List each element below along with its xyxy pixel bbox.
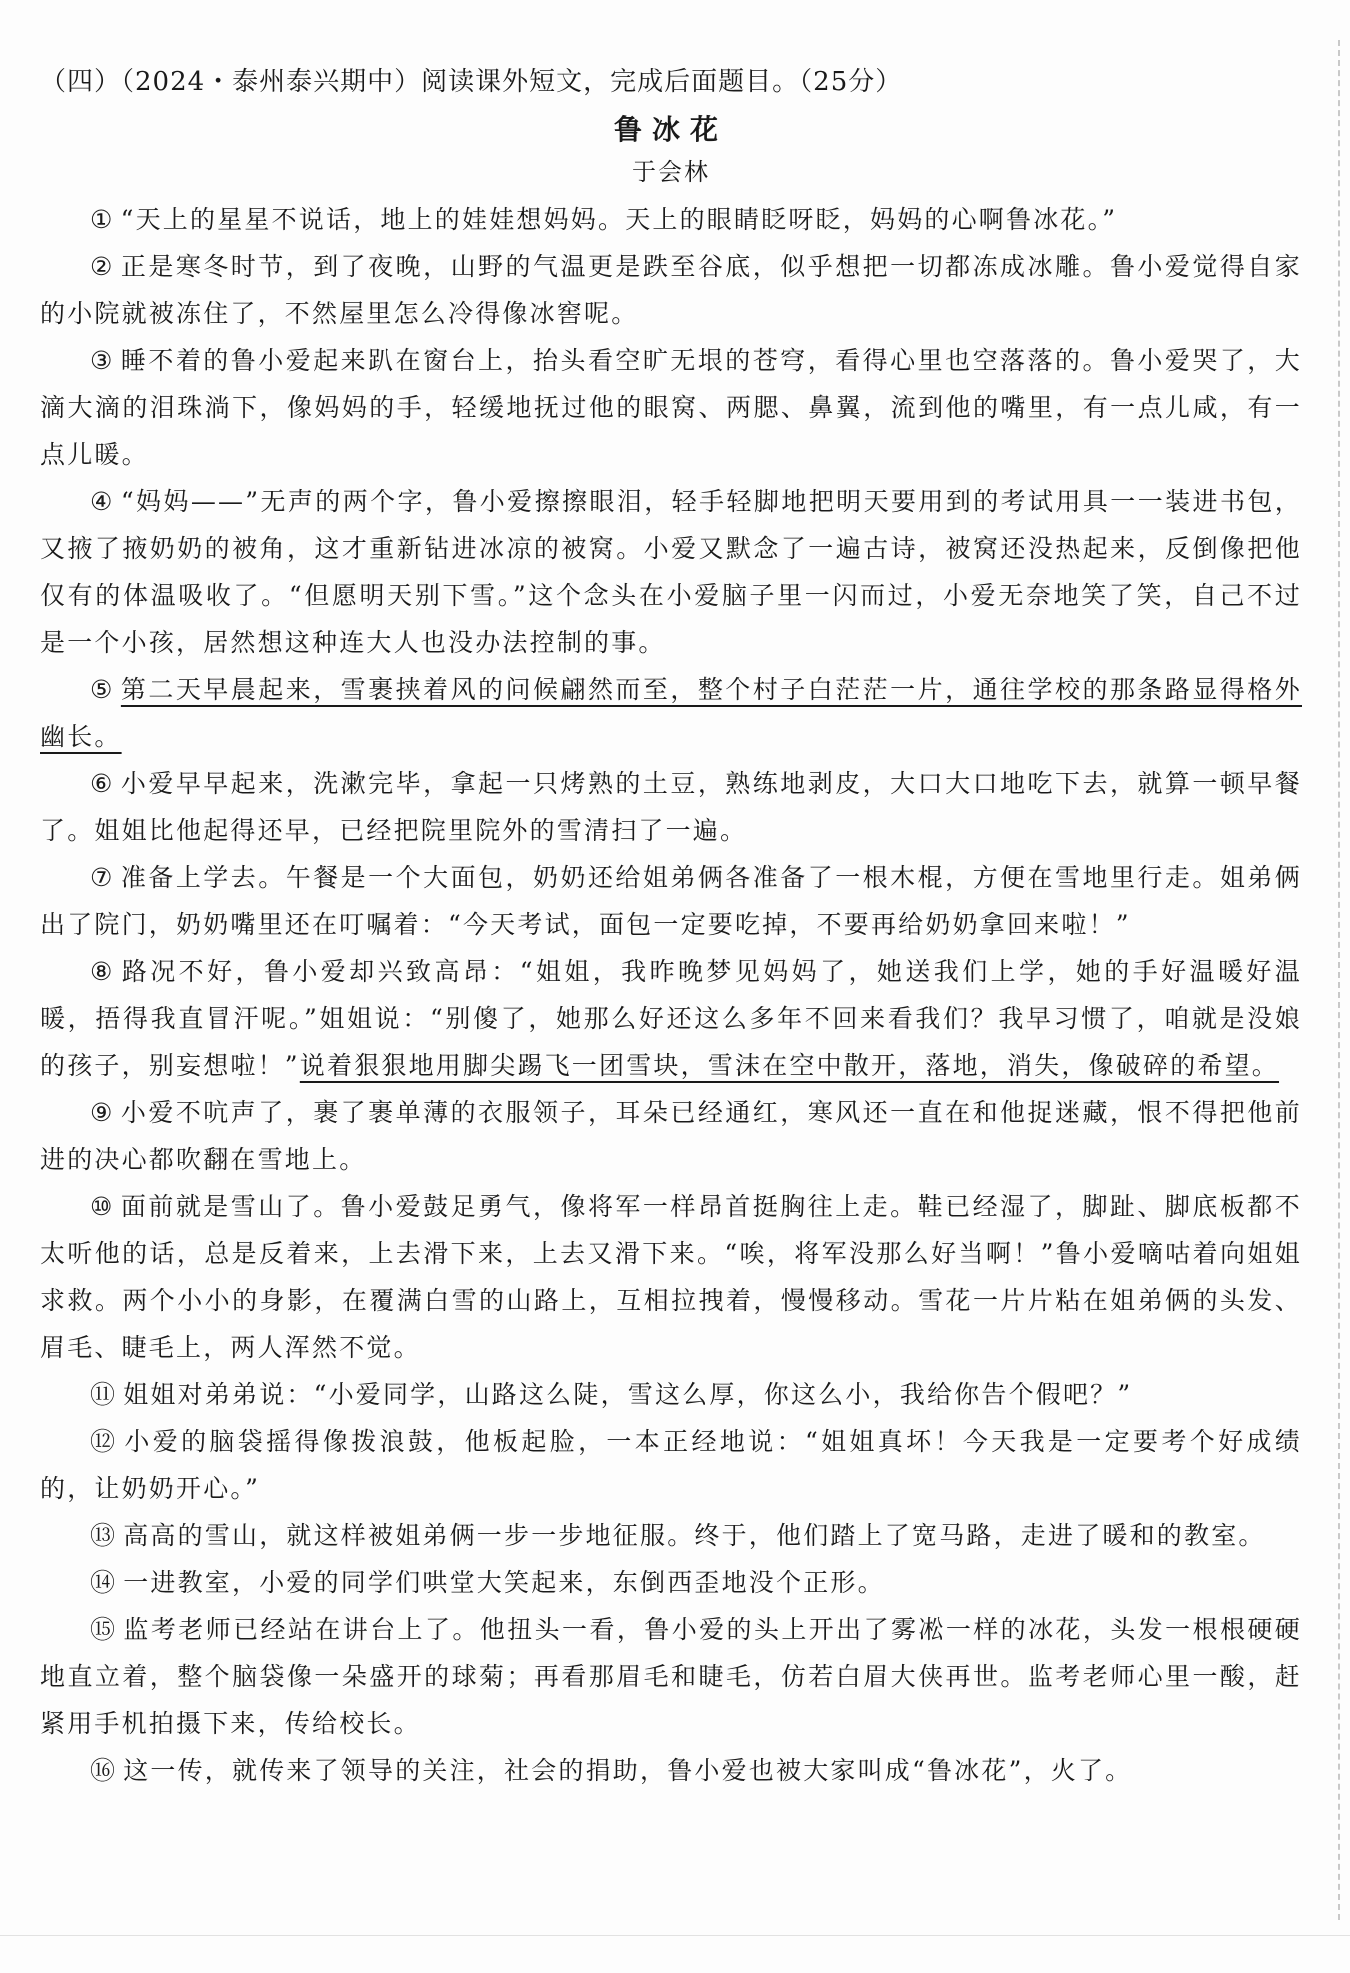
- paragraph: [40, 1418, 1302, 1512]
- paragraph: [40, 1512, 1302, 1559]
- paragraph-number: ①: [90, 205, 115, 234]
- paragraph: [40, 478, 1302, 666]
- paragraph-text: 面前就是雪山了。鲁小爱鼓足勇气，像将军一样昂首挺胸往上走。鞋已经湿了，脚趾、脚底板都不太听他的话，总是反着来，上去滑下来，上去又滑下来。“唉，将军没那么好当啊！”鲁小爱嘀咕着向姐姐求救。两个小小的身影，在覆满白雪的山路上，互相拉拽着，慢慢移动。雪花一片片粘在姐弟俩的头发、眉毛、睫毛上，两人浑然不觉。: [40, 1192, 1302, 1362]
- paragraph: [40, 337, 1302, 478]
- paragraph-number: ⑧: [90, 957, 116, 986]
- paragraph-number: ⑮: [90, 1615, 118, 1644]
- paragraph-number: ⑪: [90, 1380, 118, 1409]
- paragraph-number: ⑫: [90, 1427, 119, 1456]
- paragraph-text: 准备上学去。午餐是一个大面包，奶奶还给姐弟俩各准备了一根木棍，方便在雪地里行走。姐弟俩出了院门，奶奶嘴里还在叮嘱着：“今天考试，面包一定要吃掉，不要再给奶奶拿回来啦！”: [40, 863, 1302, 939]
- paragraph-text: 小爱的脑袋摇得像拨浪鼓，他板起脸，一本正经地说：“姐姐真坏！今天我是一定要考个好成绩的，让奶奶开心。”: [40, 1427, 1302, 1503]
- binding-dashed-line: [1338, 40, 1340, 1920]
- paragraph: [40, 760, 1302, 854]
- paragraph-text: 一进教室，小爱的同学们哄堂大笑起来，东倒西歪地没个正形。: [123, 1568, 885, 1597]
- paragraph-number: ⑬: [90, 1521, 118, 1550]
- paragraph: [40, 1747, 1302, 1794]
- paragraph-text: 正是寒冬时节，到了夜晚，山野的气温更是跌至谷底，似乎想把一切都冻成冰雕。鲁小爱觉得自家的小院就被冻住了，不然屋里怎么冷得像冰窖呢。: [40, 252, 1302, 328]
- paragraph-number: ⑦: [90, 863, 115, 892]
- paragraph-text: 路况不好，鲁小爱却兴致高昂：“姐姐，我昨晚梦见妈妈了，她送我们上学，她的手好温暖好温暖，捂得我直冒汗呢。”姐姐说：“别傻了，她那么好还这么多年不回来看我们？我早习惯了，咱就是没娘的孩子，别妄想啦！”: [40, 957, 1302, 1080]
- paragraph: [40, 948, 1302, 1089]
- article-author: 于会林: [632, 158, 710, 186]
- paragraph-text: “天上的星星不说话，地上的娃娃想妈妈。天上的眼睛眨呀眨，妈妈的心啊鲁冰花。”: [120, 205, 1118, 234]
- paragraph-number: ②: [90, 252, 115, 281]
- paragraph-text: 这一传，就传来了领导的关注，社会的捐助，鲁小爱也被大家叫成“鲁冰花”，火了。: [123, 1756, 1133, 1785]
- paragraph-number: ③: [90, 346, 115, 375]
- paragraph-number: ⑤: [90, 675, 115, 704]
- paragraph-text: 小爱早早起来，洗漱完毕，拿起一只烤熟的土豆，熟练地剥皮，大口大口地吃下去，就算一顿早餐了。姐姐比他起得还早，已经把院里院外的雪清扫了一遍。: [40, 769, 1302, 845]
- paragraph-text: 监考老师已经站在讲台上了。他扭头一看，鲁小爱的头上开出了雾凇一样的冰花，头发一根根硬硬地直立着，整个脑袋像一朵盛开的球菊；再看那眉毛和睫毛，仿若白眉大侠再世。监考老师心里一酸，赶紧用手机拍摄下来，传给校长。: [40, 1615, 1302, 1738]
- paragraph: [40, 854, 1302, 948]
- article-title: 鲁冰花: [613, 113, 728, 146]
- paragraph-number: ⑥: [90, 769, 115, 798]
- paragraph: [40, 666, 1302, 760]
- paragraph-number: ⑭: [90, 1568, 118, 1597]
- paragraph-text: 睡不着的鲁小爱起来趴在窗台上，抬头看空旷无垠的苍穹，看得心里也空落落的。鲁小爱哭了，大滴大滴的泪珠淌下，像妈妈的手，轻缓地抚过他的眼窝、两腮、鼻翼，流到他的嘴里，有一点儿咸，有一点儿暖。: [40, 346, 1302, 469]
- page-bottom-rule: [0, 1935, 1350, 1936]
- paragraph: [40, 243, 1302, 337]
- reading-passage: [40, 62, 1302, 1794]
- underlined-sentence: 第二天早晨起来，雪裹挟着风的问候翩然而至，整个村子白茫茫一片，通往学校的那条路显得格外幽长。: [40, 675, 1302, 751]
- paragraph: [40, 196, 1302, 243]
- paragraph: [40, 1559, 1302, 1606]
- paragraph-number: ⑯: [90, 1756, 118, 1785]
- article-body: [40, 196, 1302, 1794]
- paragraph: [40, 1183, 1302, 1371]
- underlined-sentence: 说着狠狠地用脚尖踢飞一团雪块，雪沫在空中散开，落地，消失，像破碎的希望。: [299, 1051, 1280, 1080]
- paragraph-number: ④: [90, 487, 115, 516]
- paragraph-text: “妈妈——”无声的两个字，鲁小爱擦擦眼泪，轻手轻脚地把明天要用到的考试用具一一装进书包，又掖了掖奶奶的被角，这才重新钻进冰凉的被窝。小爱又默念了一遍古诗，被窝还没热起来，反倒像把他仅有的体温吸收了。“但愿明天别下雪。”这个念头在小爱脑子里一闪而过，小爱无奈地笑了笑，自己不过是一个小孩，居然想这种连大人也没办法控制的事。: [40, 487, 1302, 657]
- paragraph: [40, 1606, 1302, 1747]
- paragraph-number: ⑨: [90, 1098, 115, 1127]
- paragraph: [40, 1089, 1302, 1183]
- paragraph: [40, 1371, 1302, 1418]
- paragraph-text: 姐姐对弟弟说：“小爱同学，山路这么陡，雪这么厚，你这么小，我给你告个假吧？”: [123, 1380, 1133, 1409]
- paragraph-text: 小爱不吭声了，裹了裹单薄的衣服领子，耳朵已经通红，寒风还一直在和他捉迷藏，恨不得把他前进的决心都吹翻在雪地上。: [40, 1098, 1302, 1174]
- paragraph-text: 高高的雪山，就这样被姐弟俩一步一步地征服。终于，他们踏上了宽马路，走进了暖和的教室。: [123, 1521, 1266, 1550]
- paragraph-number: ⑩: [90, 1192, 115, 1221]
- question-heading: （四）（2024・泰州泰兴期中）阅读课外短文，完成后面题目。（25分）: [40, 67, 903, 97]
